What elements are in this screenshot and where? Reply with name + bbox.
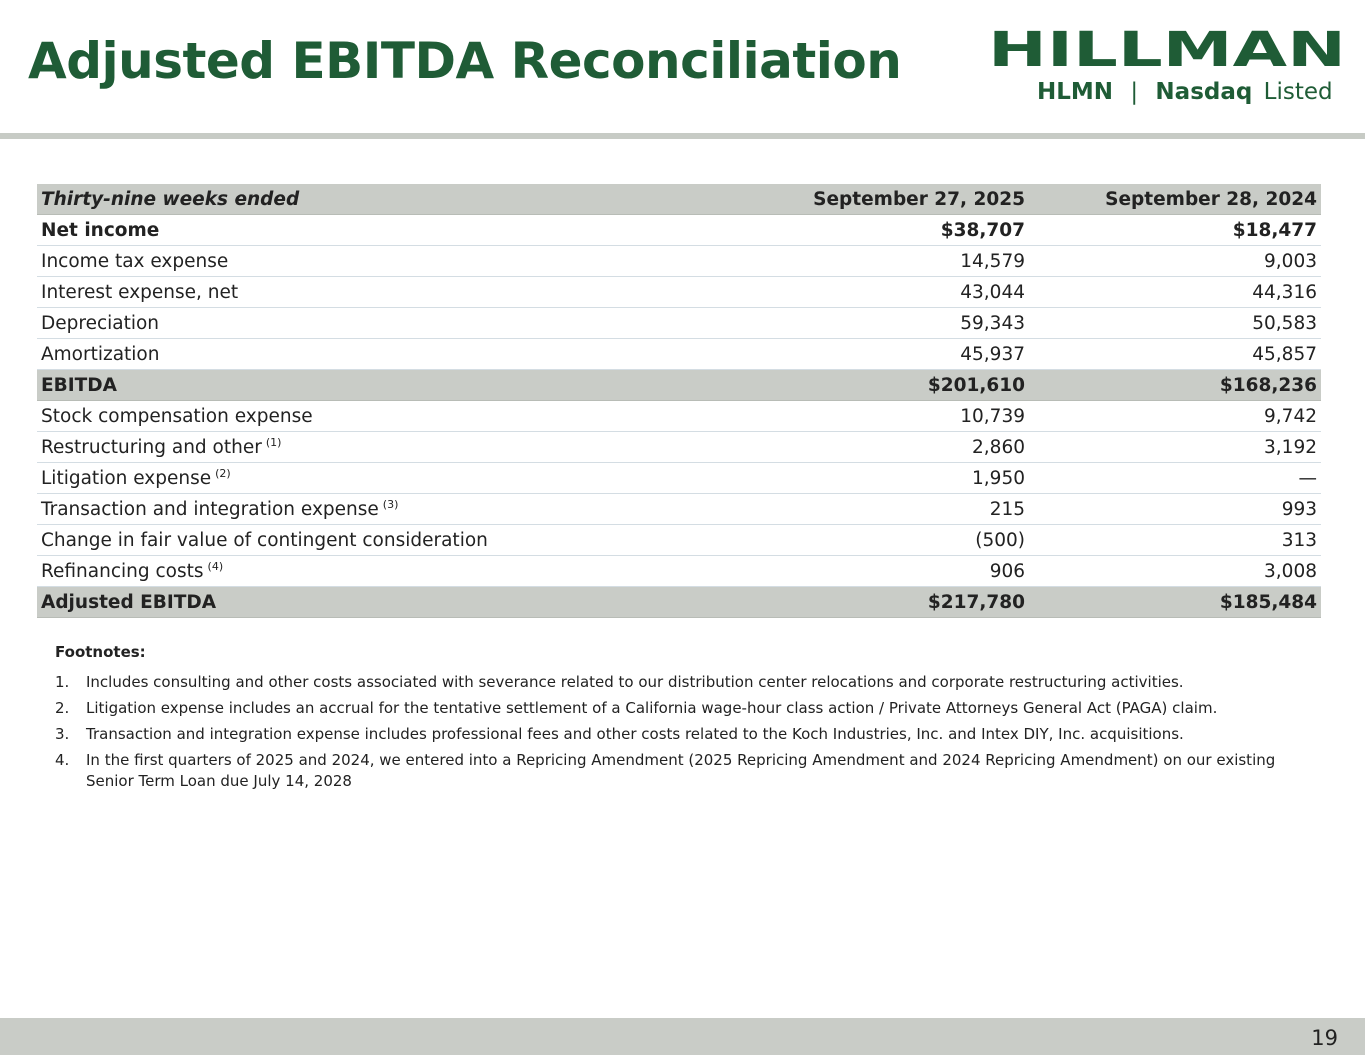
row-label: Depreciation bbox=[41, 312, 160, 334]
row-label: Litigation expense bbox=[41, 468, 212, 489]
footnotes-section bbox=[55, 642, 1305, 797]
logo-listed: Listed bbox=[1263, 79, 1333, 105]
logo-ticker: HLMN bbox=[1037, 79, 1114, 105]
value-2024: 313 bbox=[1029, 525, 1321, 556]
footnote-ref: (3) bbox=[382, 498, 399, 511]
footnote-number: 2. bbox=[55, 699, 70, 717]
table-row bbox=[37, 401, 1321, 432]
value-2024: — bbox=[1029, 463, 1321, 494]
footnote-text: In the first quarters of 2025 and 2024, we entered into a Repricing Amendment (2025 Repricing Amendment and 2024 Repricing Amendment) on our existing Senior Term Loan due July 14, 2028 bbox=[86, 751, 1276, 790]
value-2025: 215 bbox=[727, 494, 1029, 525]
table-row bbox=[37, 339, 1321, 370]
value-2024: 3,008 bbox=[1029, 556, 1321, 587]
row-label: Refinancing costs bbox=[41, 561, 204, 582]
value-2025: 43,044 bbox=[727, 277, 1029, 308]
table-row bbox=[37, 308, 1321, 339]
row-label: Net income bbox=[41, 219, 160, 241]
table-row bbox=[37, 463, 1321, 494]
value-2025: 2,860 bbox=[727, 432, 1029, 463]
svg-text:HLMN | Nasdaq bbox=[1037, 79, 1333, 105]
table-row bbox=[37, 432, 1321, 463]
row-label: Transaction and integration expense bbox=[41, 499, 379, 520]
value-2025: 14,579 bbox=[727, 246, 1029, 277]
table-row-subtotal bbox=[37, 370, 1321, 401]
footnote-item bbox=[55, 698, 1305, 719]
row-label: Interest expense, net bbox=[41, 281, 239, 303]
footnote-number: 1. bbox=[55, 673, 70, 691]
logo-separator: | bbox=[1130, 79, 1139, 105]
value-2025: 45,937 bbox=[727, 339, 1029, 370]
value-2025: $38,707 bbox=[727, 215, 1029, 246]
header-divider bbox=[0, 133, 1365, 139]
footnote-ref: (4) bbox=[207, 560, 224, 573]
row-label: Amortization bbox=[41, 343, 160, 365]
footnote-text: Litigation expense includes an accrual for the tentative settlement of a California wage-hour class action / Private Attorneys General Act (PAGA) claim. bbox=[86, 699, 1218, 717]
column-header-2025: September 27, 2025 bbox=[727, 184, 1029, 215]
row-label: Restructuring and other bbox=[41, 437, 262, 458]
footnote-ref: (2) bbox=[215, 467, 231, 480]
value-2025: $201,610 bbox=[727, 370, 1029, 401]
table-row bbox=[37, 215, 1321, 246]
value-2024: $18,477 bbox=[1029, 215, 1321, 246]
footnote-ref: (1) bbox=[265, 436, 282, 449]
period-label: Thirty-nine weeks ended bbox=[37, 184, 727, 215]
row-label: Stock compensation expense bbox=[41, 405, 313, 427]
footnote-item bbox=[55, 750, 1305, 792]
value-2025: $217,780 bbox=[727, 587, 1029, 618]
table-header-row bbox=[37, 184, 1321, 215]
row-label: Change in fair value of contingent consideration bbox=[41, 529, 488, 551]
page-number: 19 bbox=[1311, 1026, 1338, 1050]
value-2025: (500) bbox=[727, 525, 1029, 556]
footnote-number: 4. bbox=[55, 751, 70, 769]
value-2024: $185,484 bbox=[1029, 587, 1321, 618]
table-row-total bbox=[37, 587, 1321, 618]
value-2025: 906 bbox=[727, 556, 1029, 587]
footnotes-heading: Footnotes: bbox=[55, 643, 146, 661]
value-2024: 45,857 bbox=[1029, 339, 1321, 370]
footnote-number: 3. bbox=[55, 725, 70, 743]
row-label: Income tax expense bbox=[41, 250, 229, 272]
table-row bbox=[37, 494, 1321, 525]
row-label: Adjusted EBITDA bbox=[41, 591, 217, 613]
footnote-item bbox=[55, 672, 1305, 693]
value-2024: 44,316 bbox=[1029, 277, 1321, 308]
value-2024: 9,742 bbox=[1029, 401, 1321, 432]
value-2024: 993 bbox=[1029, 494, 1321, 525]
footnote-text: Includes consulting and other costs associated with severance related to our distribution center relocations and corporate restructuring activities. bbox=[86, 673, 1184, 691]
value-2024: $168,236 bbox=[1029, 370, 1321, 401]
footnote-item bbox=[55, 724, 1305, 745]
table-row bbox=[37, 556, 1321, 587]
value-2024: 9,003 bbox=[1029, 246, 1321, 277]
value-2025: 59,343 bbox=[727, 308, 1029, 339]
page-title: Adjusted EBITDA Reconciliation bbox=[28, 32, 902, 90]
hillman-logo bbox=[985, 26, 1350, 108]
value-2025: 1,950 bbox=[727, 463, 1029, 494]
row-label: EBITDA bbox=[41, 374, 117, 396]
footnote-text: Transaction and integration expense includes professional fees and other costs related to the Koch Industries, Inc. and Intex DIY, Inc. acquisitions. bbox=[86, 725, 1184, 743]
table-row bbox=[37, 246, 1321, 277]
table-row bbox=[37, 277, 1321, 308]
logo-exchange: Nasdaq bbox=[1155, 79, 1253, 105]
column-header-2024: September 28, 2024 bbox=[1029, 184, 1321, 215]
value-2024: 3,192 bbox=[1029, 432, 1321, 463]
ebitda-reconciliation-table bbox=[37, 184, 1321, 618]
value-2025: 10,739 bbox=[727, 401, 1029, 432]
footer-bar bbox=[0, 1018, 1365, 1055]
logo-wordmark: HILLMAN bbox=[988, 26, 1346, 78]
table-row bbox=[37, 525, 1321, 556]
value-2024: 50,583 bbox=[1029, 308, 1321, 339]
